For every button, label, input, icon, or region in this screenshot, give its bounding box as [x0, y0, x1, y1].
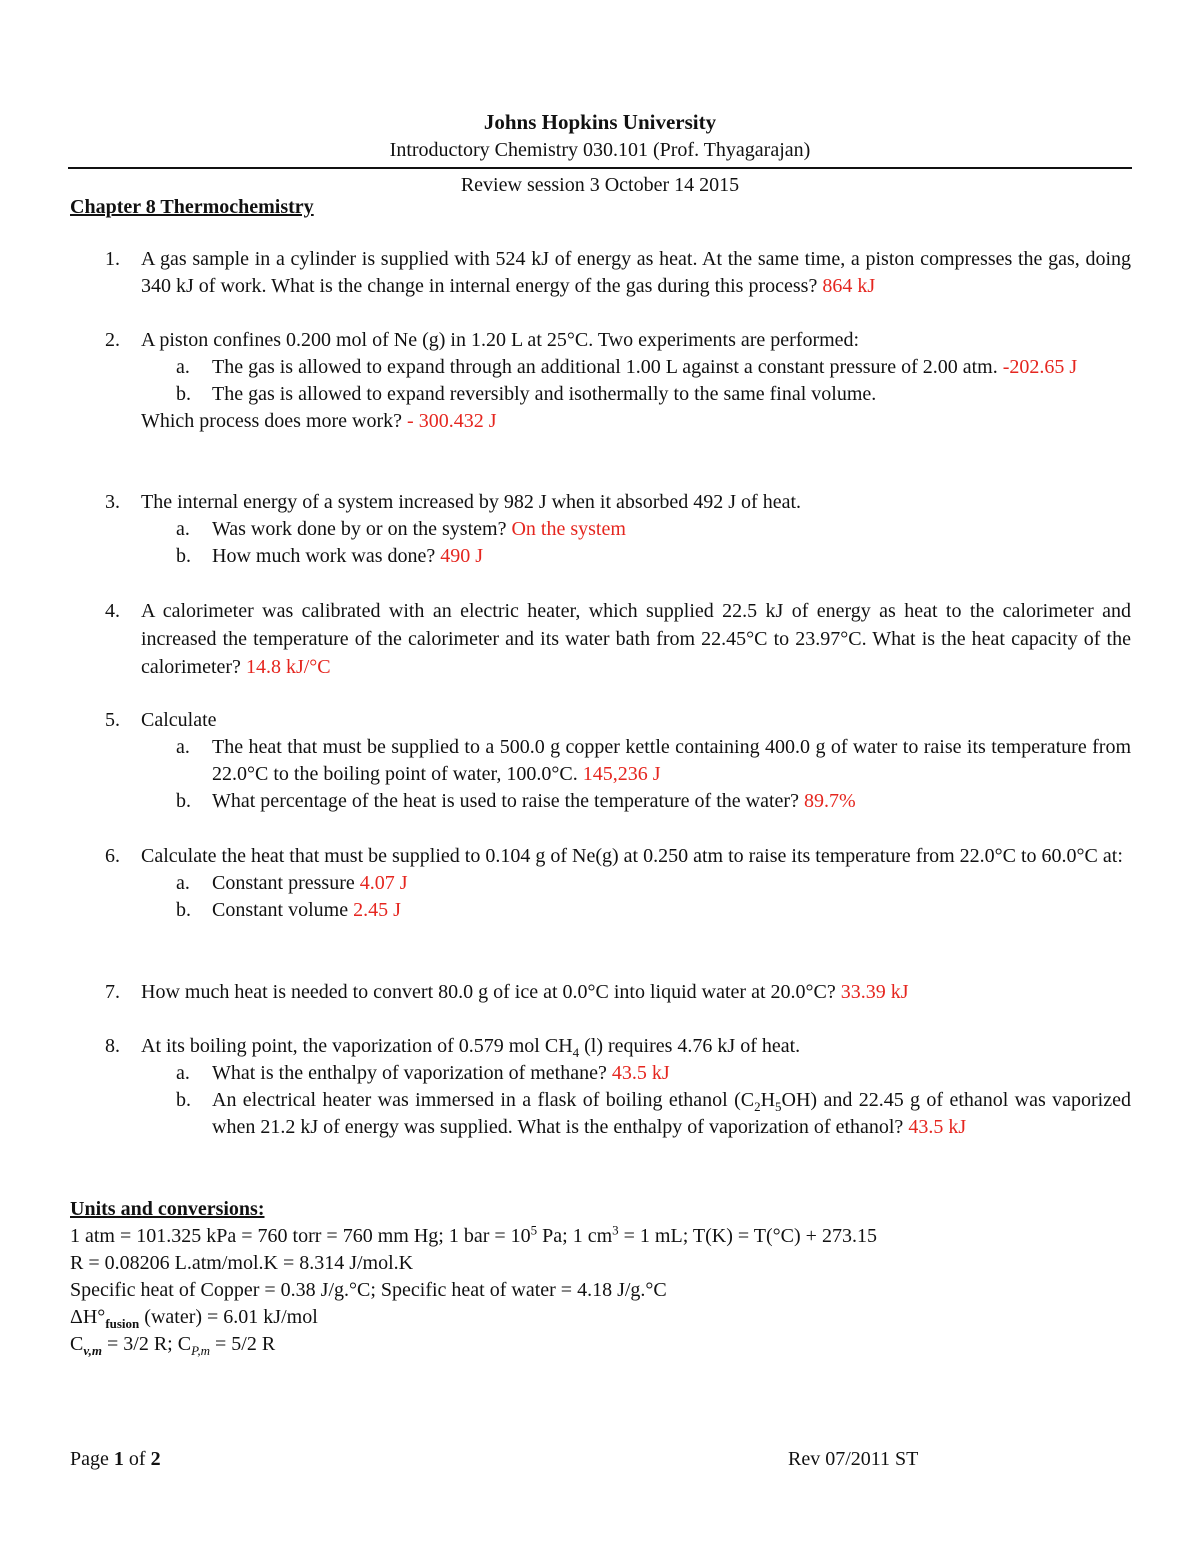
question-8 [105, 1033, 1131, 1141]
sub-text: The gas is allowed to expand through an additional 1.00 L against a constant pressure of 2.00 atm. [212, 356, 998, 378]
question-text: At its boiling point, the vaporization of 0.579 mol CH [141, 1035, 573, 1057]
sub-text: Was work done by or on the system? [212, 518, 507, 540]
sub-label: b. [176, 545, 191, 567]
answer: 2.45 J [353, 899, 401, 921]
units-text: C [70, 1333, 84, 1355]
sub-text: Constant volume [212, 899, 349, 921]
sub-text: What percentage of the heat is used to raise the temperature of the water? [212, 790, 799, 812]
answer: 89.7% [803, 790, 856, 812]
answer: 43.5 kJ [611, 1062, 670, 1084]
document-header [68, 108, 1132, 199]
sub-label: a. [176, 518, 190, 540]
sub-text: What is the enthalpy of vaporization of methane? [212, 1062, 607, 1084]
sub-question-a [141, 870, 1131, 897]
header-rule [68, 167, 1132, 169]
sub-text: The heat that must be supplied to a 500.0 g copper kettle containing 400.0 g of water to raise its temperature from 22.0°C to the boiling point of water, 100.0°C. [212, 736, 1131, 785]
revision-note: Rev 07/2011 ST [788, 1448, 919, 1470]
sub-text: An electrical heater was immersed in a flask of boiling ethanol (C [212, 1089, 755, 1111]
question-text: How much heat is needed to convert 80.0 g of ice at 0.0°C into liquid water at 20.0°C? [141, 981, 836, 1003]
answer: 43.5 kJ [908, 1116, 967, 1138]
sub-label: a. [176, 1062, 190, 1084]
sub-label: b. [176, 899, 191, 921]
units-line-2: R = 0.08206 L.atm/mol.K = 8.314 J/mol.K [70, 1252, 414, 1274]
units-text: 1 atm = 101.325 kPa = 760 torr = 760 mm Hg; 1 bar = 10 [70, 1225, 531, 1247]
answer: -202.65 J [1002, 356, 1078, 378]
question-number: 6. [105, 845, 120, 867]
sub-label: b. [176, 1089, 191, 1111]
sub-question-b [141, 381, 1131, 408]
units-text: = 5/2 R [209, 1333, 276, 1355]
question-text-end: (l) requires 4.76 kJ of heat. [579, 1035, 801, 1057]
answer: - 300.432 J [407, 410, 497, 432]
answer: 4.07 J [359, 872, 408, 894]
question-1 [105, 246, 1131, 300]
question-5 [105, 707, 1131, 815]
session-title: Review session 3 October 14 2015 [460, 174, 740, 196]
course-title: Introductory Chemistry 030.101 (Prof. Thyagarajan) [389, 139, 811, 161]
subscript: fusion [105, 1316, 140, 1331]
units-line-5 [70, 1331, 1132, 1358]
units-line-4 [70, 1304, 1132, 1331]
total-pages: 2 [150, 1448, 161, 1470]
sub-text: How much work was done? [212, 545, 436, 567]
subscript: v,m [83, 1343, 102, 1358]
units-text: ΔH° [70, 1306, 106, 1328]
units-heading: Units and conversions: [70, 1198, 265, 1220]
units-text: Pa; 1 cm [537, 1225, 613, 1247]
units-line-3: Specific heat of Copper = 0.38 J/g.°C; Specific heat of water = 4.18 J/g.°C [70, 1279, 667, 1301]
question-number: 3. [105, 491, 120, 513]
question-text: The internal energy of a system increased by 982 J when it absorbed 492 J of heat. [141, 491, 801, 513]
sub-label: b. [176, 790, 191, 812]
chapter-heading: Chapter 8 Thermochemistry [70, 196, 314, 218]
footer-text: of [123, 1448, 151, 1470]
sub-question-b [141, 788, 1131, 815]
units-section [70, 1196, 1132, 1358]
sub-label: a. [176, 736, 190, 758]
current-page: 1 [113, 1448, 124, 1470]
units-text: (water) = 6.01 kJ/mol [139, 1306, 318, 1328]
sub-question-a [141, 1060, 1131, 1087]
answer: 14.8 kJ/°C [245, 656, 331, 678]
question-4 [105, 597, 1131, 681]
trailing-question: Which process does more work? [141, 410, 403, 432]
question-2 [105, 327, 1131, 435]
sub-text: H [760, 1089, 776, 1111]
question-text: Calculate [141, 709, 217, 731]
answer: 490 J [440, 545, 484, 567]
question-text: A piston confines 0.200 mol of Ne (g) in 1.20 L at 25°C. Two experiments are performed: [141, 329, 860, 351]
question-number: 7. [105, 981, 120, 1003]
university-title: Johns Hopkins University [483, 110, 717, 134]
question-text: A calorimeter was calibrated with an electric heater, which supplied 22.5 kJ of energy as heat to the calorimeter and increased the temperature of the calorimeter and its water bath from 22.45°C to 23.97°C. What is the heat capacity of the calorimeter? [141, 600, 1131, 678]
answer: 864 kJ [822, 275, 876, 297]
sub-question-a [141, 354, 1131, 381]
sub-text: Constant pressure [212, 872, 355, 894]
question-number: 8. [105, 1035, 120, 1057]
sub-question-b [141, 897, 1131, 924]
sub-question-b [141, 543, 1131, 570]
units-text: = 1 mL; T(K) = T(°C) + 273.15 [618, 1225, 877, 1247]
sub-question-b [141, 1087, 1131, 1141]
sub-question-a [141, 734, 1131, 788]
units-line-1 [70, 1223, 1132, 1250]
answer: On the system [511, 518, 626, 540]
page-number [70, 1446, 161, 1472]
question-text: Calculate the heat that must be supplied to 0.104 g of Ne(g) at 0.250 atm to raise its temperature from 22.0°C to 60.0°C at: [141, 845, 1123, 867]
superscript: 5 [530, 1222, 538, 1238]
question-3 [105, 489, 1131, 570]
sub-text: The gas is allowed to expand reversibly and isothermally to the same final volume. [212, 383, 877, 405]
question-number: 4. [105, 600, 120, 622]
subscript: 4 [572, 1045, 580, 1060]
subscript: P,m [191, 1343, 210, 1358]
question-number: 1. [105, 248, 120, 270]
question-text: A gas sample in a cylinder is supplied with 524 kJ of energy as heat. At the same time, a piston compresses the gas, doing 340 kJ of work. What is the change in internal energy of the gas during this process? [141, 248, 1131, 297]
question-number: 5. [105, 709, 120, 731]
footer-text: Page [70, 1448, 114, 1470]
answer: 33.39 kJ [840, 981, 909, 1003]
question-number: 2. [105, 329, 120, 351]
subscript: 2 [754, 1099, 761, 1114]
sub-label: a. [176, 356, 190, 378]
subscript: 5 [775, 1099, 782, 1114]
sub-question-a [141, 516, 1131, 543]
superscript: 3 [612, 1222, 619, 1238]
answer: 145,236 J [582, 763, 661, 785]
question-6 [105, 843, 1131, 924]
units-text: = 3/2 R; C [102, 1333, 192, 1355]
sub-label: a. [176, 872, 190, 894]
question-7 [105, 979, 1131, 1006]
sub-label: b. [176, 383, 191, 405]
sub-text: OH) and 22.45 g of ethanol was vaporized when 21.2 kJ of energy was supplied. What is the enthalpy of vaporization of ethanol? [212, 1089, 1131, 1138]
